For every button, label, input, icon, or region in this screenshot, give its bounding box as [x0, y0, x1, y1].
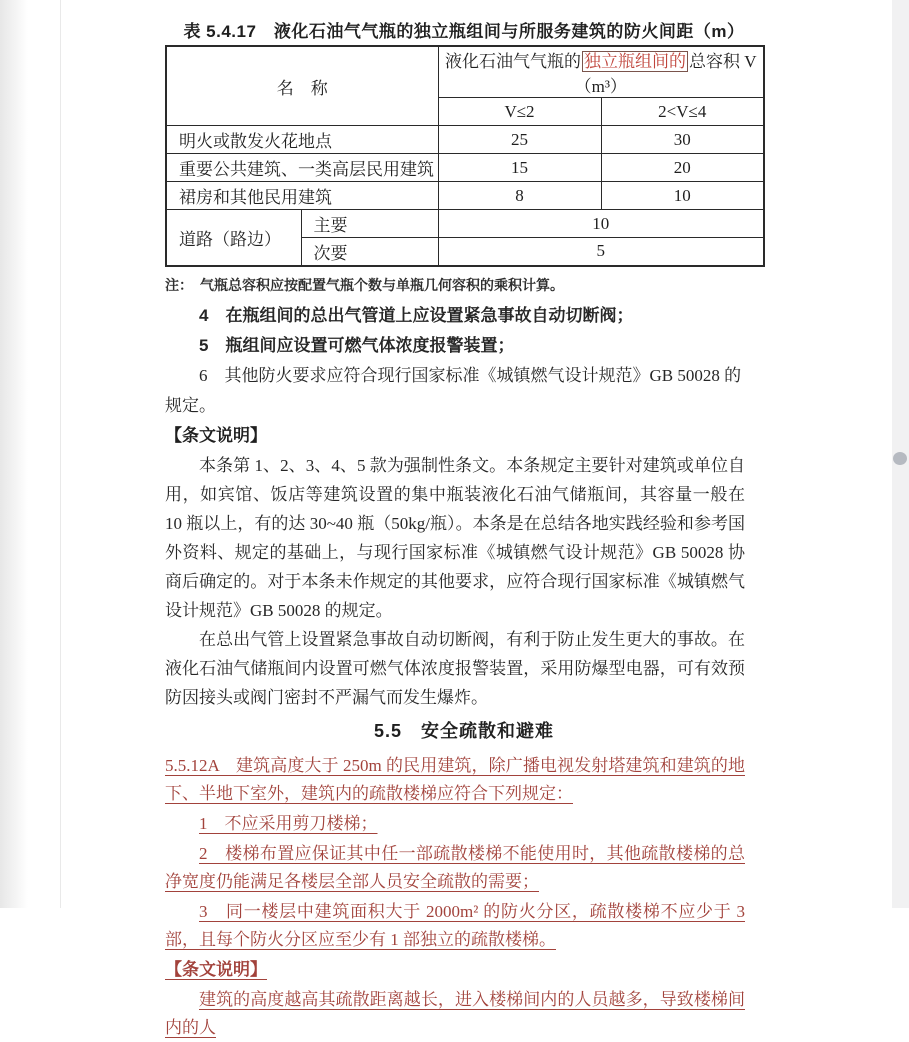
table-title: 表 5.4.17 液化石油气气瓶的独立瓶组间与所服务建筑的防火间距（m）: [183, 22, 745, 41]
capacity-header-suffix: 总容积 V（m³）: [574, 52, 757, 96]
document-page: [165, 0, 763, 1042]
red-explanation-label: 【条文说明】: [165, 959, 267, 979]
row-label: 裙房和其他民用建筑: [166, 182, 438, 210]
road-value-major: 10: [438, 210, 764, 238]
section-heading-5-5: 5.5 安全疏散和避难: [373, 720, 555, 741]
road-type-minor: 次要: [301, 238, 438, 266]
capacity-header-prefix: 液化石油气气瓶的: [444, 52, 581, 71]
clause-4: 4 在瓶组间的总出气管道上应设置紧急事故自动切断阀；: [199, 305, 634, 325]
table-row: [166, 210, 764, 238]
road-value-minor: 5: [438, 238, 764, 266]
table-header-capacity: [438, 46, 764, 98]
clauses-block: [165, 301, 763, 421]
table-row: [166, 154, 764, 182]
red-clause-item-2: 2 楼梯布置应保证其中任一部疏散楼梯不能使用时，其他疏散楼梯的总净宽度仍能满足各楼层全部人员安全疏散的需要；: [165, 843, 745, 891]
red-clause-item-1: 1 不应采用剪刀楼梯；: [199, 813, 378, 833]
capacity-header-highlight: 独立瓶组间的: [583, 52, 686, 71]
road-label: 道路（路边）: [166, 210, 301, 266]
row-label: 重要公共建筑、一类高层民用建筑: [166, 154, 438, 182]
road-type-major: 主要: [301, 210, 438, 238]
table-note: 注： 气瓶总容积应按配置气瓶个数与单瓶几何容积的乘积计算。: [165, 276, 564, 293]
red-explanation-paragraph: 建筑的高度越高其疏散距离越长，进入楼梯间内的人员越多，导致楼梯间内的人: [165, 989, 745, 1037]
page-edge-shadow: [0, 0, 28, 908]
scrollbar-thumb[interactable]: [893, 452, 907, 465]
clause-6: 6 其他防火要求应符合现行国家标准《城镇燃气设计规范》GB 50028 的规定。: [165, 365, 742, 415]
row-value-1: 15: [438, 154, 601, 182]
row-value-2: 10: [601, 182, 764, 210]
scrollbar-track[interactable]: [892, 0, 909, 908]
row-value-2: 30: [601, 126, 764, 154]
red-clause-item-3: 3 同一楼层中建筑面积大于 2000m² 的防火分区，疏散楼梯不应少于 3 部，且每个防火分区应至少有 1 部独立的疏散楼梯。: [165, 901, 745, 949]
page-edge-line: [60, 0, 61, 908]
table-subheader-v2: 2<V≤4: [601, 98, 764, 126]
table-row: [166, 126, 764, 154]
explanation-paragraph-1: 本条第 1、2、3、4、5 款为强制性条文。本条规定主要针对建筑或单位自用，如宾馆、饭店等建筑设置的集中瓶装液化石油气储瓶间，其容量一般在 10 瓶以上，有的达 30~40 瓶（50kg/瓶）。本条是在总结各地实践经验和参考国外资料、规定的基础上，与现行国家标准《城镇燃气设计规范》GB 50028 协商后确定的。对于本条未作规定的其他要求，应符合现行国家标准《城镇燃气设计规范》GB 50028 的规定。: [165, 455, 745, 620]
row-value-2: 20: [601, 154, 764, 182]
row-value-1: 25: [438, 126, 601, 154]
red-clause-5-5-12A: 5.5.12A 建筑高度大于 250m 的民用建筑，除广播电视发射塔建筑和建筑的地下、半地下室外，建筑内的疏散楼梯应符合下列规定：: [165, 755, 745, 803]
explanation-label: 【条文说明】: [165, 425, 267, 445]
row-label: 明火或散发火花地点: [166, 126, 438, 154]
explanation-paragraph-2: 在总出气管上设置紧急事故自动切断阀，有利于防止发生更大的事故。在液化石油气储瓶间内设置可燃气体浓度报警装置，采用防爆型电器，可有效预防因接头或阀门密封不严漏气而发生爆炸。: [165, 629, 745, 707]
table-subheader-v1: V≤2: [438, 98, 601, 126]
table-row: [166, 182, 764, 210]
row-value-1: 8: [438, 182, 601, 210]
fire-separation-table: [165, 45, 765, 267]
table-header-name: 名 称: [166, 46, 438, 126]
clause-5: 5 瓶组间应设置可燃气体浓度报警装置；: [199, 335, 515, 355]
